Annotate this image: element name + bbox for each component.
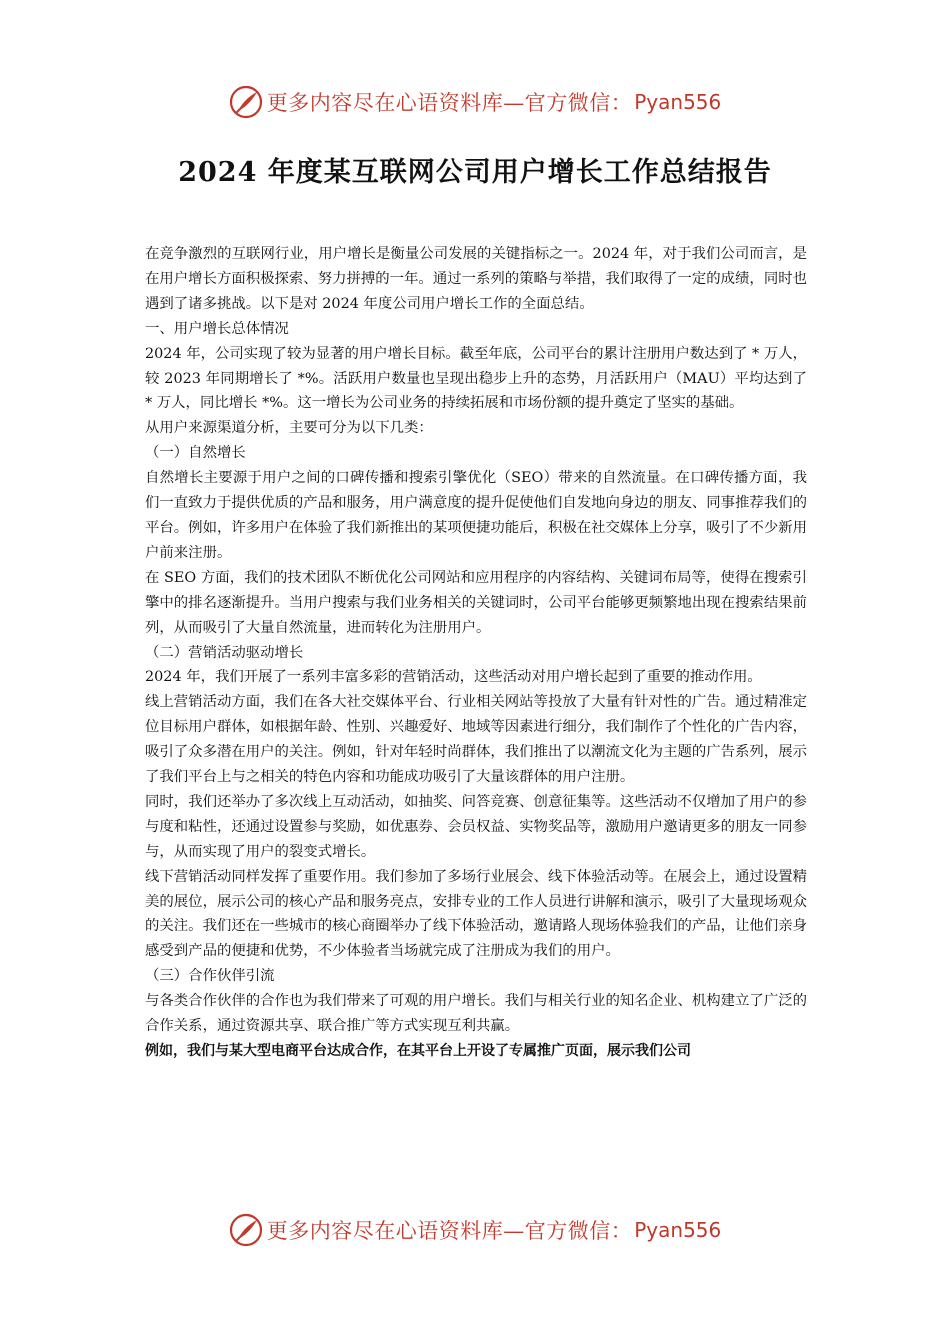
subsection-heading: （一）自然增长 [145,445,246,462]
body-paragraph: 自然增长主要源于用户之间的口碑传播和搜索引擎优化（SEO）带来的自然流量。在口碑传播方面，我们一直致力于提供优质的产品和服务，用户满意度的提升促使他们自发地向身边的朋友、同事推荐我们的平台。例如，许多用户在体验了我们新推出的某项便捷功能后，积极在社交媒体上分享，吸引了不少新用户前来注册。 [145,470,807,561]
body-paragraph: 在 SEO 方面，我们的技术团队不断优化公司网站和应用程序的内容结构、关键词布局等，使得在搜索引擎中的排名逐渐提升。当用户搜索与我们业务相关的关键词时，公司平台能够更频繁地出现在搜索结果前列，从而吸引了大量自然流量，进而转化为注册用户。 [145,569,807,636]
banner-text: 更多内容尽在心语资料库—官方微信： [266,91,633,115]
body-paragraph: 从用户来源渠道分析，主要可分为以下几类： [145,420,433,437]
body-paragraph: 线下营销活动同样发挥了重要作用。我们参加了多场行业展会、线下体验活动等。在展会上，通过设置精美的展位，展示公司的核心产品和服务亮点，安排专业的工作人员进行讲解和演示，吸引了大量现场观众的关注。我们还在一些城市的核心商圈举办了线下体验活动，邀请路人现场体验我们的产品，让他们亲身感受到产品的便捷和优势，不少体验者当场就完成了注册成为我们的用户。 [145,868,807,960]
body-paragraph: 线上营销活动方面，我们在各大社交媒体平台、行业相关网站等投放了大量有针对性的广告。通过精准定位目标用户群体，如根据年龄、性别、兴趣爱好、地域等因素进行细分，我们制作了个性化的广告内容，吸引了众多潜在用户的关注。例如，针对年轻时尚群体，我们推出了以潮流文化为主题的广告系列，展示了我们平台上与之相关的特色内容和功能成功吸引了大量该群体的用户注册。 [145,694,807,786]
body-paragraph: 2024 年，我们开展了一系列丰富多彩的营销活动，这些活动对用户增长起到了重要的推动作用。 [145,669,762,686]
body-paragraph: 2024 年，公司实现了较为显著的用户增长目标。截至年底，公司平台的累计注册用户数达到了 * 万人，较 2023 年同期增长了 *%。活跃用户数量也呈现出稳步上升的态势，月活跃用户（MAU）平均达到了 * 万人，同比增长 *%。这一增长为公司业务的持续拓展和市场份额的提升奠定了坚实的基础。 [145,345,807,412]
banner-text: 更多内容尽在心语资料库—官方微信： [266,1219,633,1243]
quill-logo-icon [229,1213,263,1247]
banner-wechat-id: Pyan556 [634,1218,722,1242]
document-title: 2024 年度某互联网公司用户增长工作总结报告 [178,157,772,188]
footer-watermark-banner [0,1208,950,1252]
subsection-heading: （二）营销活动驱动增长 [145,644,304,661]
subsection-heading: （三）合作伙伴引流 [145,968,275,985]
document-body [145,242,807,1064]
body-paragraph: 与各类合作伙伴的合作也为我们带来了可观的用户增长。我们与相关行业的知名企业、机构建立了广泛的合作关系，通过资源共享、联合推广等方式实现互利共赢。 [145,993,807,1035]
section-heading: 一、用户增长总体情况 [145,320,289,337]
body-paragraph-truncated: 例如，我们与某大型电商平台达成合作，在其平台上开设了专属推广页面，展示我们公司 [145,1043,691,1059]
banner-wechat-id: Pyan556 [634,90,722,114]
header-watermark-banner [0,80,950,124]
body-paragraph: 同时，我们还举办了多次线上互动活动，如抽奖、问答竞赛、创意征集等。这些活动不仅增加了用户的参与度和粘性，还通过设置参与奖励，如优惠券、会员权益、实物奖品等，激励用户邀请更多的朋友一同参与，从而实现了用户的裂变式增长。 [145,793,807,860]
intro-paragraph: 在竞争激烈的互联网行业，用户增长是衡量公司发展的关键指标之一。2024 年，对于我们公司而言，是在用户增长方面积极探索、努力拼搏的一年。通过一系列的策略与举措，我们取得了一定的成绩，同时也遇到了诸多挑战。以下是对 2024 年度公司用户增长工作的全面总结。 [145,246,807,312]
quill-logo-icon [229,85,263,119]
